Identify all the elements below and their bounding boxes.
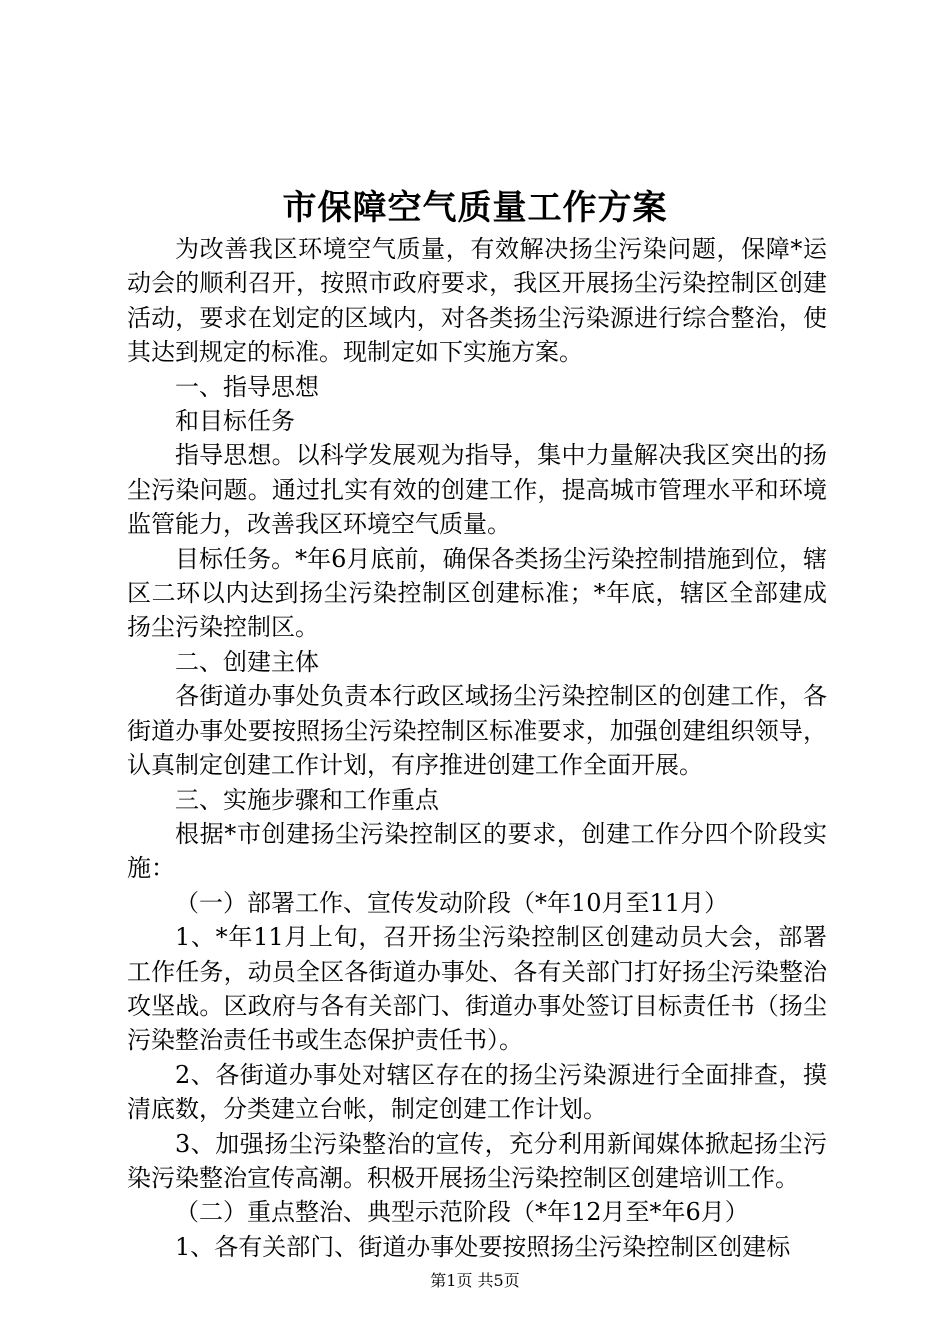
section-heading-1-cont: 和目标任务 (175, 407, 295, 436)
paragraph-stages: 根据*市创建扬尘污染控制区的要求，创建工作分四个阶段实施： (127, 819, 827, 883)
paragraph-target-task: 目标任务。*年6月底前，确保各类扬尘污染控制措施到位，辖区二环以内达到扬尘污染控制区创建标准；*年底，辖区全部建成扬尘污染控制区。 (127, 544, 827, 642)
section-heading-2: 二、创建主体 (175, 647, 319, 676)
paragraph-guiding-thought: 指导思想。以科学发展观为指导，集中力量解决我区突出的扬尘污染问题。通过扎实有效的创建工作，提高城市管理水平和环境监管能力，改善我区环境空气质量。 (127, 441, 827, 539)
paragraph-intro: 为改善我区环境空气质量，有效解决扬尘污染问题，保障*运动会的顺利召开，按照市政府要求，我区开展扬尘污染控制区创建活动，要求在划定的区域内，对各类扬尘污染源进行综合整治，使其达到规定的标准。现制定如下实施方案。 (127, 235, 827, 367)
list-item: 3、加强扬尘污染整治的宣传，充分利用新闻媒体掀起扬尘污染污染整治宣传高潮。积极开展扬尘污染控制区创建培训工作。 (127, 1129, 827, 1192)
section-heading-1: 一、指导思想 (175, 372, 319, 401)
page-footer: 第1页 共5页 (430, 1271, 520, 1290)
list-item: 1、*年11月上旬，召开扬尘污染控制区创建动员大会，部署工作任务，动员全区各街道办事处、各有关部门打好扬尘污染整治攻坚战。区政府与各有关部门、街道办事处签订目标责任书（扬尘污染整治责任书或生态保护责任书）。 (127, 923, 827, 1055)
subsection-heading-2: （二）重点整治、典型示范阶段（*年12月至*年6月） (175, 1198, 749, 1227)
list-item: 1、各有关部门、街道办事处要按照扬尘污染控制区创建标 (175, 1232, 791, 1261)
section-heading-3: 三、实施步骤和工作重点 (175, 785, 439, 814)
document-body (127, 232, 827, 1264)
list-item: 2、各街道办事处对辖区存在的扬尘污染源进行全面排查，摸清底数，分类建立台帐，制定创建工作计划。 (127, 1060, 827, 1124)
document-title: 市保障空气质量工作方案 (282, 188, 668, 228)
subsection-heading-1: （一）部署工作、宣传发动阶段（*年10月至11月） (175, 888, 729, 917)
paragraph-subject: 各街道办事处负责本行政区域扬尘污染控制区的创建工作，各街道办事处要按照扬尘污染控制区标准要求，加强创建组织领导，认真制定创建工作计划，有序推进创建工作全面开展。 (127, 682, 827, 780)
